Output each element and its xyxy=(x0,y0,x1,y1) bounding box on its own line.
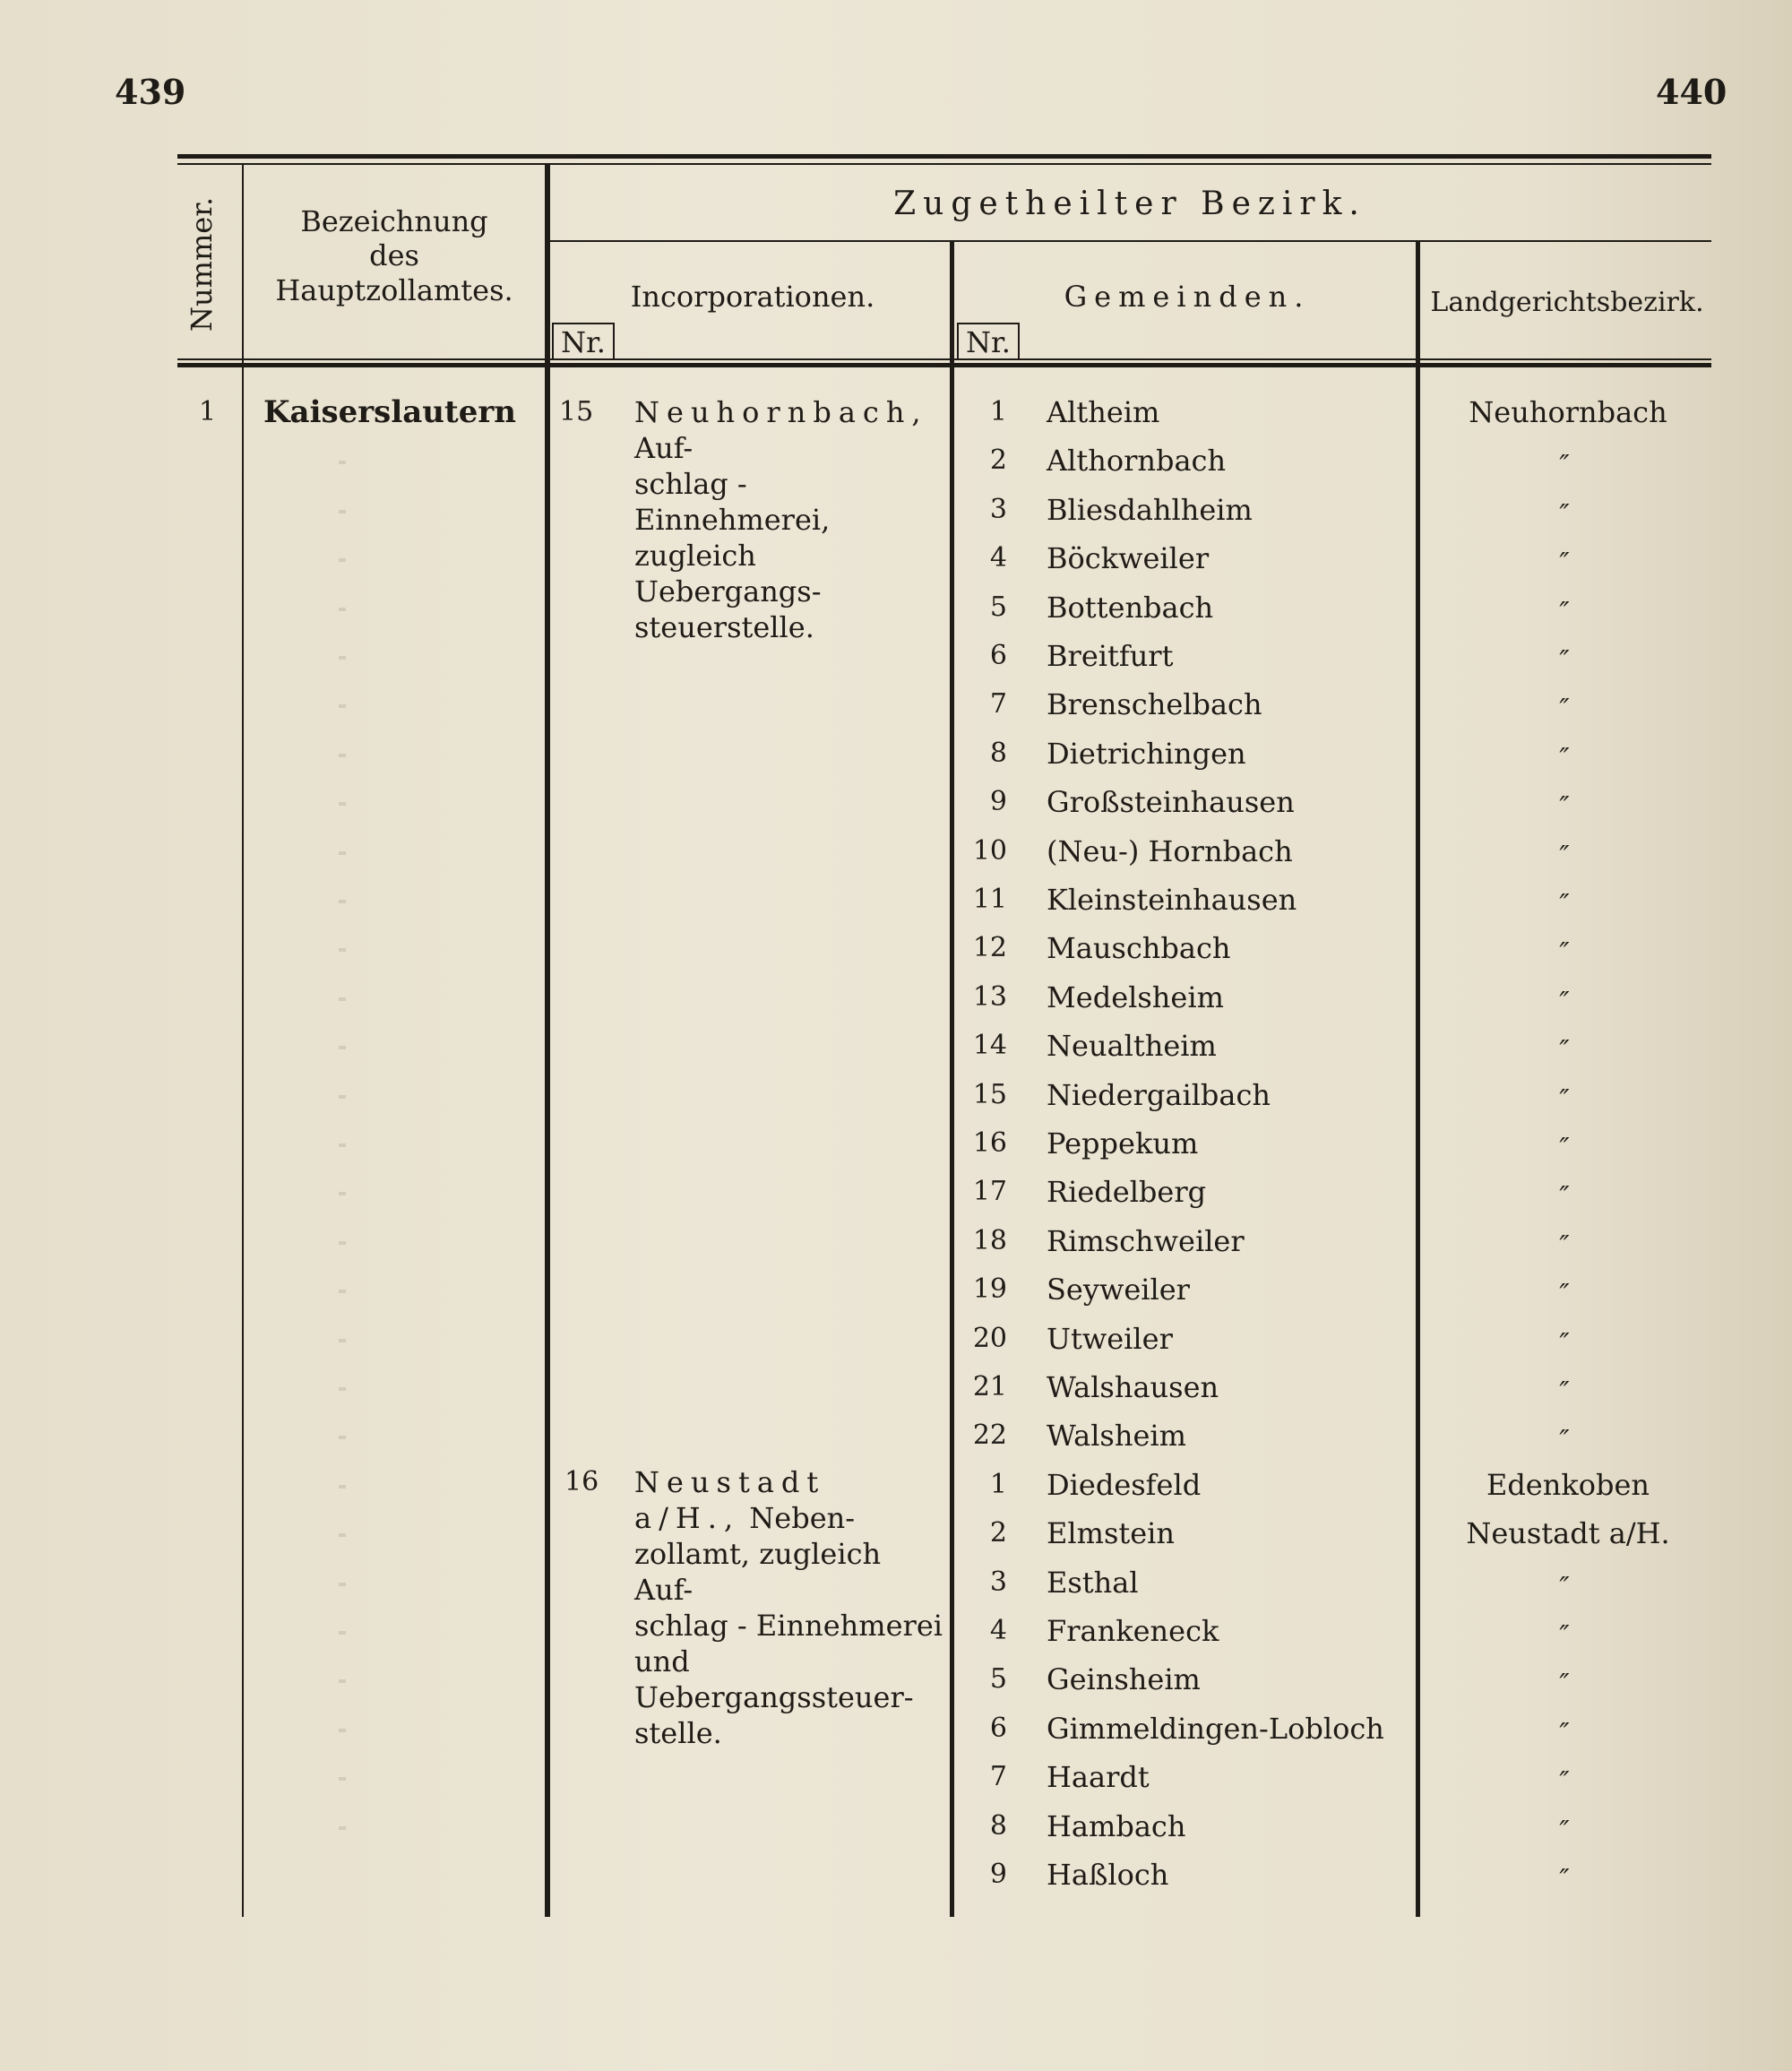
bleed-mark xyxy=(339,997,346,1001)
bleed-mark xyxy=(339,1192,346,1195)
row-nr: 6 xyxy=(989,1713,1007,1744)
bleed-mark xyxy=(339,558,346,562)
bezirk-subrule xyxy=(548,240,1711,242)
bleed-mark xyxy=(339,1485,346,1489)
row-gemeinde: Dietrichingen xyxy=(1047,737,1246,771)
row-landgerichtsbezirk: ″ xyxy=(1559,548,1570,579)
row-nr: 18 xyxy=(972,1225,1007,1256)
page-number-right: 440 xyxy=(1656,72,1727,112)
row-landgerichtsbezirk: ″ xyxy=(1559,1718,1570,1749)
row-gemeinde: Althornbach xyxy=(1047,444,1227,478)
bleed-mark xyxy=(339,754,346,757)
row-landgerichtsbezirk: Neuhornbach xyxy=(1469,395,1667,429)
bleed-mark xyxy=(339,1046,346,1049)
row-landgerichtsbezirk: ″ xyxy=(1559,450,1570,481)
row-landgerichtsbezirk: ″ xyxy=(1559,1230,1570,1262)
row-gemeinde: Neualtheim xyxy=(1047,1029,1217,1063)
row-gemeinde: Medelsheim xyxy=(1047,980,1224,1014)
row-gemeinde: Utweiler xyxy=(1047,1322,1173,1356)
row-gemeinde: Rimschweiler xyxy=(1047,1224,1245,1258)
incorp-text: zugleich Uebergangs- xyxy=(634,539,822,608)
bleed-mark xyxy=(339,802,346,806)
row-gemeinde: Riedelberg xyxy=(1047,1175,1207,1209)
row-nr: 8 xyxy=(989,738,1007,769)
bleed-mark xyxy=(339,461,346,464)
header-zugetheilter-bezirk: Zugetheilter Bezirk. xyxy=(893,186,1366,222)
row-nr: 7 xyxy=(989,688,1007,720)
row-landgerichtsbezirk: ″ xyxy=(1559,499,1570,531)
incorp-text: zollamt, zugleich Auf- xyxy=(634,1537,882,1607)
incorp-nr: 16 xyxy=(564,1466,599,1497)
row-nr: 1 xyxy=(989,1469,1007,1500)
bleed-mark xyxy=(339,1339,346,1342)
incorp-text: Neben- xyxy=(749,1501,856,1535)
row-nr: 3 xyxy=(989,1566,1007,1598)
col-line-hauptzollamt xyxy=(545,165,550,1917)
row-gemeinde: Breitfurt xyxy=(1047,639,1174,673)
row-nr: 10 xyxy=(972,835,1007,867)
row-gemeinde: Haßloch xyxy=(1047,1858,1169,1892)
row-nr: 21 xyxy=(972,1371,1007,1402)
row-gemeinde: Geinsheim xyxy=(1047,1662,1201,1696)
header-bezeichnung: Bezeichnung des Hauptzollamtes. xyxy=(275,204,513,307)
row-nr: 6 xyxy=(989,640,1007,671)
bleed-mark xyxy=(339,1095,346,1099)
bleed-mark xyxy=(339,1290,346,1293)
row-landgerichtsbezirk: ″ xyxy=(1559,1084,1570,1116)
row-nr: 5 xyxy=(989,591,1007,623)
row-nr: 8 xyxy=(989,1810,1007,1842)
row-gemeinde: Altheim xyxy=(1047,395,1160,429)
bleed-mark xyxy=(339,1631,346,1635)
row-gemeinde: Bottenbach xyxy=(1047,591,1214,625)
incorp-block xyxy=(634,394,939,645)
bleed-mark xyxy=(339,1143,346,1147)
col-line-nummer xyxy=(242,165,244,1917)
col-line-gemeinden xyxy=(1416,242,1420,1917)
row-landgerichtsbezirk: ″ xyxy=(1559,791,1570,823)
row-gemeinde: Walshausen xyxy=(1047,1370,1219,1404)
row-gemeinde: Gimmeldingen-Lobloch xyxy=(1047,1712,1384,1746)
row-gemeinde: Mauschbach xyxy=(1047,931,1231,965)
row-landgerichtsbezirk: ″ xyxy=(1559,1864,1570,1895)
header-incorporationen: Incorporationen. xyxy=(630,280,875,314)
row-landgerichtsbezirk: ″ xyxy=(1559,1816,1570,1847)
row-nr: 3 xyxy=(989,494,1007,525)
row-nr: 13 xyxy=(972,981,1007,1013)
row-nr: 1 xyxy=(989,396,1007,427)
row-landgerichtsbezirk: ″ xyxy=(1559,1620,1570,1652)
row-landgerichtsbezirk: ″ xyxy=(1559,1766,1570,1798)
row-landgerichtsbezirk: ″ xyxy=(1559,1669,1570,1700)
incorp-name: Neuhornbach, xyxy=(634,395,928,429)
row-landgerichtsbezirk: Neustadt a/H. xyxy=(1466,1516,1670,1550)
row-gemeinde: Walsheim xyxy=(1047,1419,1186,1453)
entry-hauptzollamt: Kaiserslautern xyxy=(263,394,516,430)
row-nr: 16 xyxy=(972,1127,1007,1159)
row-nr: 4 xyxy=(989,542,1007,574)
row-gemeinde: Peppekum xyxy=(1047,1126,1199,1161)
row-gemeinde: Esthal xyxy=(1047,1566,1139,1600)
row-nr: 7 xyxy=(989,1761,1007,1792)
incorp-text: Auf- xyxy=(634,431,694,465)
row-landgerichtsbezirk: ″ xyxy=(1559,1328,1570,1359)
row-gemeinde: Elmstein xyxy=(1047,1516,1175,1550)
row-nr: 4 xyxy=(989,1615,1007,1646)
row-landgerichtsbezirk: Edenkoben xyxy=(1486,1468,1650,1502)
row-landgerichtsbezirk: ″ xyxy=(1559,1279,1570,1310)
incorp-block xyxy=(634,1464,943,1751)
row-landgerichtsbezirk: ″ xyxy=(1559,889,1570,920)
row-gemeinde: Böckweiler xyxy=(1047,541,1210,575)
row-gemeinde: Seyweiler xyxy=(1047,1273,1190,1307)
row-nr: 14 xyxy=(972,1030,1007,1061)
header-landgerichtsbezirk: Landgerichtsbezirk. xyxy=(1430,287,1704,318)
row-gemeinde: Diedesfeld xyxy=(1047,1468,1202,1502)
bleed-mark xyxy=(339,1241,346,1245)
header-rule-thin xyxy=(177,358,1711,360)
bleed-mark xyxy=(339,1777,346,1781)
incorp-nr: 15 xyxy=(559,396,594,427)
row-gemeinde: Frankeneck xyxy=(1047,1614,1219,1648)
row-landgerichtsbezirk: ″ xyxy=(1559,937,1570,969)
bleed-mark xyxy=(339,1729,346,1732)
row-landgerichtsbezirk: ″ xyxy=(1559,987,1570,1018)
row-nr: 2 xyxy=(989,1517,1007,1549)
row-nr: 9 xyxy=(989,786,1007,817)
bleed-mark xyxy=(339,948,346,952)
row-gemeinde: Hambach xyxy=(1047,1809,1186,1843)
incorp-text: und Uebergangssteuer- xyxy=(634,1644,914,1714)
row-nr: 12 xyxy=(972,932,1007,963)
row-nr: 5 xyxy=(989,1663,1007,1695)
row-nr: 17 xyxy=(972,1176,1007,1207)
row-landgerichtsbezirk: ″ xyxy=(1559,1035,1570,1066)
bleed-mark xyxy=(339,1387,346,1391)
row-landgerichtsbezirk: ″ xyxy=(1559,597,1570,628)
row-nr: 9 xyxy=(989,1859,1007,1890)
row-landgerichtsbezirk: ″ xyxy=(1559,694,1570,725)
row-gemeinde: Haardt xyxy=(1047,1760,1150,1794)
incorp-text: stelle. xyxy=(634,1716,722,1750)
top-rule-thick xyxy=(177,154,1711,159)
header-nr-incorporationen: Nr. xyxy=(552,323,615,360)
bleed-mark xyxy=(339,851,346,855)
bleed-mark xyxy=(339,704,346,708)
bleed-mark xyxy=(339,1436,346,1439)
header-nr-gemeinden: Nr. xyxy=(957,323,1020,360)
row-landgerichtsbezirk: ″ xyxy=(1559,743,1570,774)
bleed-mark xyxy=(339,656,346,660)
row-landgerichtsbezirk: ″ xyxy=(1559,1181,1570,1212)
bleed-mark xyxy=(339,1826,346,1830)
page-number-left: 439 xyxy=(115,72,186,112)
bleed-mark xyxy=(339,510,346,513)
incorp-name: Neustadt a/H., xyxy=(634,1465,826,1535)
row-landgerichtsbezirk: ″ xyxy=(1559,841,1570,872)
bleed-mark xyxy=(339,1583,346,1586)
incorp-text: schlag - Einnehmerei, xyxy=(634,467,831,537)
row-nr: 2 xyxy=(989,444,1007,476)
bleed-mark xyxy=(339,1533,346,1537)
row-nr: 15 xyxy=(972,1079,1007,1110)
bleed-mark xyxy=(339,1679,346,1683)
row-landgerichtsbezirk: ″ xyxy=(1559,1376,1570,1408)
row-gemeinde: Brenschelbach xyxy=(1047,687,1262,721)
bleed-mark xyxy=(339,900,346,903)
row-landgerichtsbezirk: ″ xyxy=(1559,645,1570,677)
top-rule-thin xyxy=(177,163,1711,165)
incorp-text: schlag - Einnehmerei xyxy=(634,1609,943,1643)
row-gemeinde: Großsteinhausen xyxy=(1047,785,1295,819)
header-rule-thick xyxy=(177,363,1711,367)
row-gemeinde: (Neu-) Hornbach xyxy=(1047,834,1293,868)
row-nr: 22 xyxy=(972,1419,1007,1451)
row-nr: 19 xyxy=(972,1273,1007,1305)
row-gemeinde: Bliesdahlheim xyxy=(1047,493,1253,527)
bleed-mark xyxy=(339,608,346,611)
header-gemeinden: Gemeinden. xyxy=(1064,280,1311,314)
row-nr: 11 xyxy=(972,884,1007,915)
row-gemeinde: Kleinsteinhausen xyxy=(1047,883,1297,917)
row-landgerichtsbezirk: ″ xyxy=(1559,1572,1570,1603)
incorp-text: steuerstelle. xyxy=(634,610,814,644)
col-line-incorporationen xyxy=(950,242,954,1917)
row-gemeinde: Niedergailbach xyxy=(1047,1078,1271,1112)
row-landgerichtsbezirk: ″ xyxy=(1559,1425,1570,1456)
header-nummer: Nummer. xyxy=(185,196,219,332)
entry-nummer: 1 xyxy=(199,396,217,427)
row-landgerichtsbezirk: ″ xyxy=(1559,1133,1570,1164)
row-nr: 20 xyxy=(972,1323,1007,1354)
